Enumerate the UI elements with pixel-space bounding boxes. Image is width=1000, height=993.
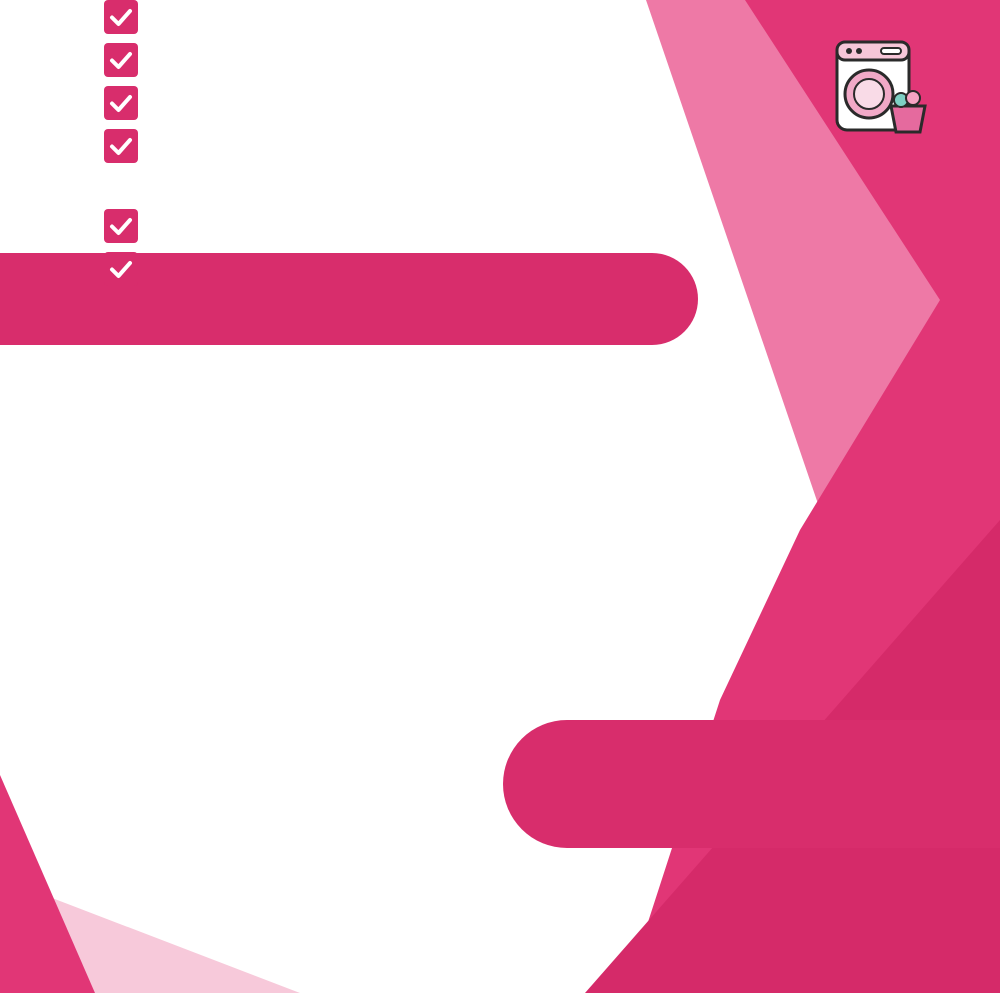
check-square-icon <box>104 209 138 243</box>
contact-banner <box>503 720 1000 848</box>
check-square-icon <box>104 86 138 120</box>
washing-machine-icon <box>829 36 933 136</box>
check-square-icon <box>104 252 138 286</box>
check-square-icon <box>104 43 138 77</box>
brand-logo <box>783 36 975 206</box>
check-square-icon <box>104 0 138 34</box>
check-square-icon <box>104 129 138 163</box>
